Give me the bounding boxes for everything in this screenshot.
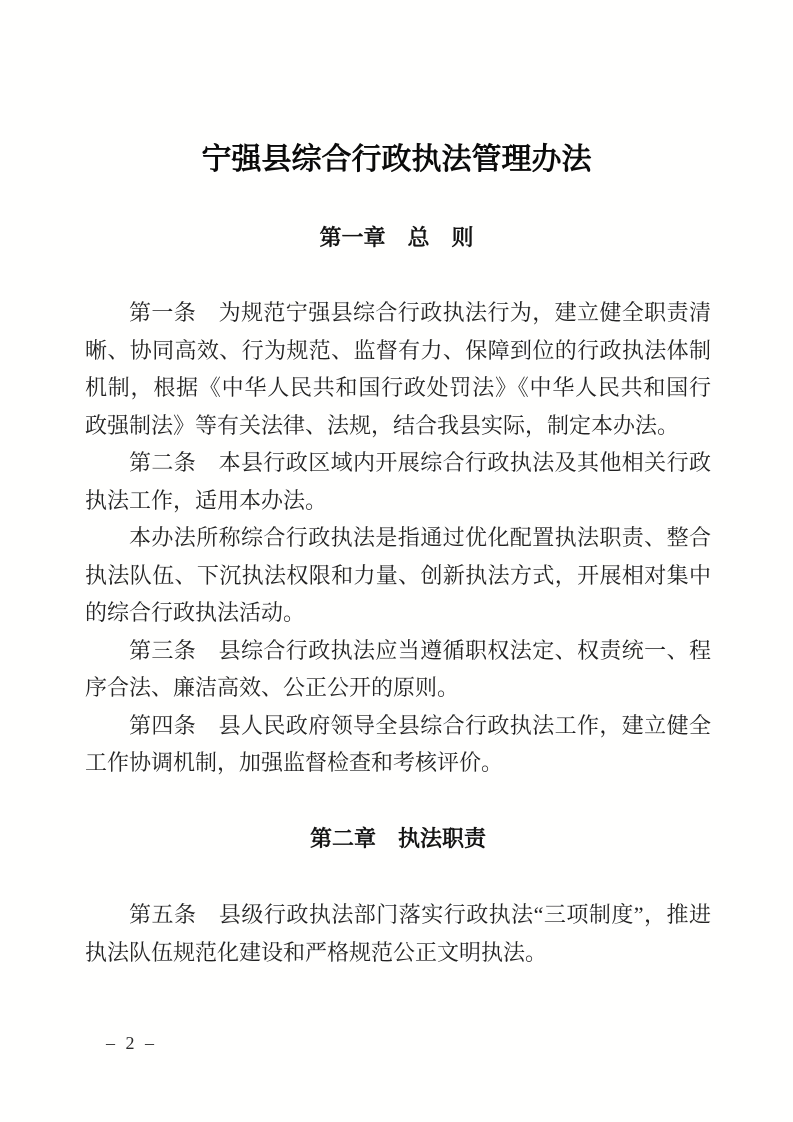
- page-number: – 2 –: [106, 1033, 157, 1053]
- paragraph-article-4: 第四条 县人民政府领导全县综合行政执法工作，建立健全工作协调机制，加强监督检查和考核评价。: [85, 712, 711, 775]
- paragraph-article-3: 第三条 县综合行政执法应当遵循职权法定、权责统一、程序合法、廉洁高效、公正公开的原则。: [85, 637, 711, 700]
- chapter-1-heading: 第一章 总 则: [319, 225, 474, 250]
- paragraph-article-1: 第一条 为规范宁强县综合行政执法行为，建立健全职责清晰、协同高效、行为规范、监督有力、保障到位的行政执法体制机制，根据《中华人民共和国行政处罚法》《中华人民共和国行政强制法》等有关法律、法规，结合我县实际，制定本办法。: [85, 300, 711, 438]
- paragraph-article-2-definition: 本办法所称综合行政执法是指通过优化配置执法职责、整合执法队伍、下沉执法权限和力量、创新执法方式，开展相对集中的综合行政执法活动。: [85, 525, 711, 625]
- chapter-2-heading: 第二章 执法职责: [309, 825, 486, 851]
- paragraph-article-5: 第五条 县级行政执法部门落实行政执法“三项制度”，推进执法队伍规范化建设和严格规范公正文明执法。: [85, 902, 711, 965]
- document-body: [85, 294, 711, 971]
- document-title: 宁强县综合行政执法管理办法: [201, 143, 592, 176]
- paragraph-article-2: 第二条 本县行政区域内开展综合行政执法及其他相关行政执法工作，适用本办法。: [85, 450, 711, 513]
